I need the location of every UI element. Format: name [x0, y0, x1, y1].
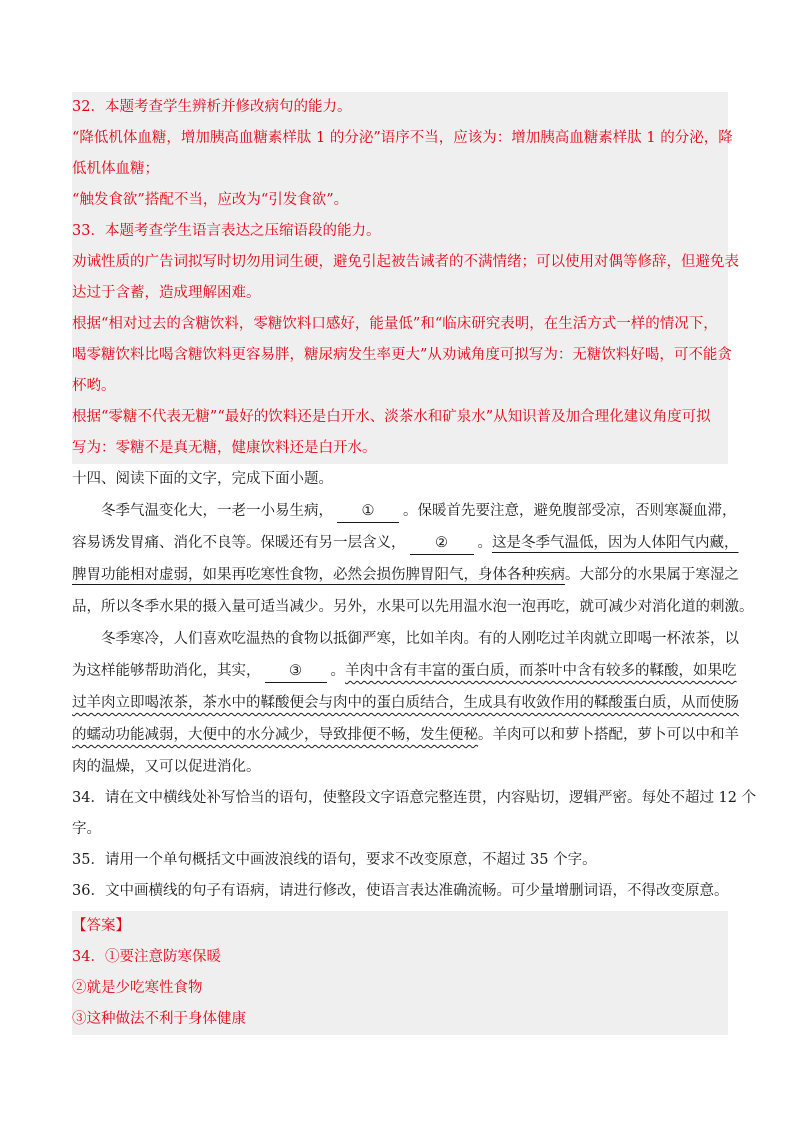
passage-text: 为这样能够帮助消化，其实，: [72, 663, 261, 679]
text-line: 根据“相对过去的含糖饮料，零糖饮料口感好，能量低”和“临床研究表明，在生活方式一样的情况下，: [72, 316, 718, 332]
question-list: [72, 783, 757, 907]
wavy-underlined-sentence: 羊肉中含有丰富的蛋白质，而茶叶中含有较多的鞣酸，如果吃: [345, 663, 737, 679]
passage-text: 。: [477, 535, 492, 551]
text-line: 杯哟。: [72, 378, 116, 394]
wavy-underlined-sentence: 过羊肉立即喝浓茶，茶水中的鞣酸便会与肉中的蛋白质结合，生成具有收敛作用的鞣酸蛋白质，从而使肠: [72, 695, 739, 711]
blank-2: ②: [410, 532, 474, 555]
passage-text: 品，所以冬季水果的摄入量可适当减少。另外，水果可以先用温水泡一泡再吃，就可减少对消化道的刺激。: [72, 599, 754, 615]
passage-line: [72, 527, 739, 559]
text-line: 达过于含蓄，造成理解困难。: [72, 285, 261, 301]
underlined-sentence: 脾胃功能相对虚弱，如果再吃寒性食物，必然会损伤脾胃阳气，身体各种疾病: [72, 567, 565, 583]
question-36: 36．文中画横线的句子有语病，请进行修改，使语言表达准确流畅。可少量增删词语，不得改变原意。: [72, 883, 729, 899]
text-line: 33．本题考查学生语言表达之压缩语段的能力。: [72, 223, 381, 239]
passage-line: [72, 655, 737, 687]
section-title: 十四、阅读下面的文字，完成下面小题。: [72, 471, 333, 487]
passage-text: 。保暖首先要注意，避免腹部受凉，否则寒凝血滞，: [403, 503, 737, 519]
passage-text: 。羊肉可以和萝卜搭配，萝卜可以中和羊: [478, 727, 739, 743]
answer-line: ③这种做法不利于身体健康: [72, 1011, 246, 1027]
passage-line: [72, 687, 739, 719]
text-line: 低机体血糖；: [72, 161, 159, 177]
question-34-cont: 字。: [72, 821, 101, 837]
passage-line: [72, 623, 739, 655]
text-line: 劝诫性质的广告词拟写时切勿用词生硬，避免引起被告诫者的不满情绪；可以使用对偶等修辞，但避免表: [72, 254, 739, 270]
answer-tag: 【答案】: [72, 918, 130, 934]
passage-text: 肉的温燥，又可以促进消化。: [72, 759, 261, 775]
passage-line: [72, 751, 728, 783]
blank-3: ③: [265, 660, 327, 683]
passage-line: [72, 591, 754, 623]
passage-text: 冬季气温变化大，一老一小易生病，: [101, 503, 333, 519]
text-line: 根据“零糖不代表无糖”“最好的饮料还是白开水、淡茶水和矿泉水”从知识普及加合理化建议角度可拟: [72, 409, 711, 425]
answer-line: ②就是少吃寒性食物: [72, 980, 203, 996]
passage-line: [72, 495, 737, 527]
answer-line: 34．①要注意防寒保暖: [72, 949, 221, 965]
question-35: 35．请用一个单句概括文中画波浪线的语句，要求不改变原意，不超过 35 个字。: [72, 852, 597, 868]
text-line: “降低机体血糖，增加胰高血糖素样肽 1 的分泌”语序不当，应该为：增加胰高血糖素样肽 1 的分泌，降: [72, 130, 733, 146]
text-line: “触发食欲”搭配不当，应改为“引发食欲”。: [72, 192, 349, 208]
passage-text: 。大部分的水果属于寒湿之: [565, 567, 739, 583]
text-line: 写为：零糖不是真无糖，健康饮料还是白开水。: [72, 440, 377, 456]
passage-line: [72, 719, 739, 751]
passage-line: [72, 559, 739, 591]
answer-explanation-block: [72, 92, 739, 464]
question-34: 34．请在文中横线处补写恰当的语句，使整段文字语意完整连贯，内容贴切，逻辑严密。每处不超过 12 个: [72, 790, 757, 806]
wavy-underlined-sentence: 的蠕动功能减弱，大便中的水分减少，导致排便不畅，发生便秘: [72, 727, 478, 743]
text-line: 32．本题考查学生辨析并修改病句的能力。: [72, 99, 352, 115]
passage-text: 容易诱发胃痛、消化不良等。保暖还有另一层含义，: [72, 535, 406, 551]
passage-text: 。: [330, 663, 345, 679]
passage-text: 冬季寒冷，人们喜欢吃温热的食物以抵御严寒，比如羊肉。有的人刚吃过羊肉就立即喝一杯浓茶，以: [101, 631, 739, 647]
page: [72, 92, 757, 1035]
text-line: 喝零糖饮料比喝含糖饮料更容易胖，糖尿病发生率更大”从劝诫角度可拟写为：无糖饮料好喝，可不能贪: [72, 347, 732, 363]
reading-passage: [72, 495, 754, 783]
answer-block: [72, 911, 728, 1035]
blank-1: ①: [337, 500, 399, 523]
underlined-sentence: 这是冬季气温低，因为人体阳气内藏，: [492, 535, 739, 551]
